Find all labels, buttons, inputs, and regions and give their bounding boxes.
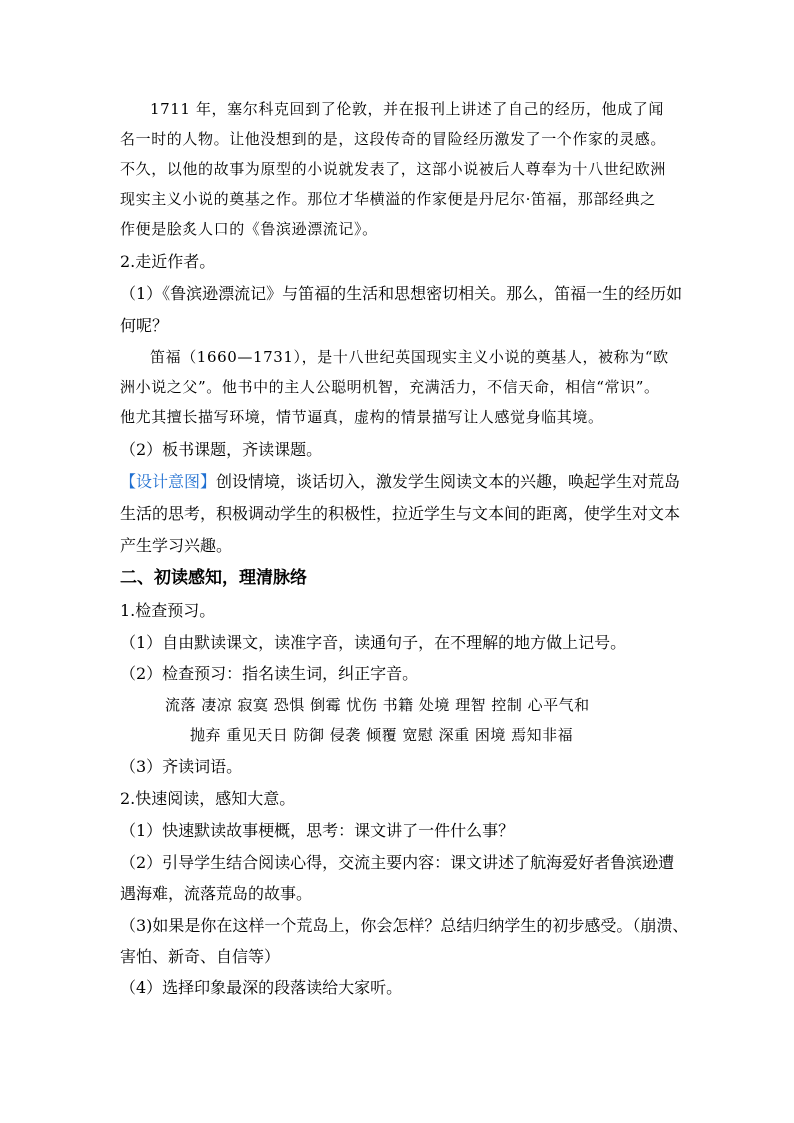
reading-question-3-line-1: （3)如果是你在这样一个荒岛上，你会怎样？总结归纳学生的初步感受。（崩溃、 bbox=[120, 916, 689, 935]
author-bio-line-3: 他尤其擅长描写环境，情节逼真，虚构的情景描写让人感觉身临其境。 bbox=[120, 408, 604, 426]
intro-line-5: 作便是脍炙人口的《鲁滨逊漂流记》。 bbox=[120, 220, 378, 238]
section-2-question-2: （2）检查预习：指名读生词，纠正字音。 bbox=[120, 664, 419, 683]
design-intent-line-3: 产生学习兴趣。 bbox=[120, 536, 233, 555]
intro-line-4: 现实主义小说的奠基之作。那位才华横溢的作家便是丹尼尔·笛福，那部经典之 bbox=[120, 190, 656, 208]
reading-question-1: （1）快速默读故事梗概，思考：课文讲了一件什么事？ bbox=[120, 821, 515, 840]
section-2-question-3: （3）齐读词语。 bbox=[120, 757, 243, 776]
design-intent-label: 【设计意图】 bbox=[120, 472, 217, 491]
section-2-step-2: 2.快速阅读，感知大意。 bbox=[120, 789, 296, 808]
section-2-question-1: （1）自由默读课文，读准字音，读通句子，在不理解的地方做上记号。 bbox=[120, 633, 627, 652]
section-2-step-1: 1.检查预习。 bbox=[120, 601, 216, 620]
question-1-line-2: 何呢？ bbox=[120, 316, 169, 335]
intro-line-3: 不久，以他的故事为原型的小说就发表了，这部小说被后人尊奉为十八世纪欧洲 bbox=[120, 160, 667, 178]
design-intent-line-1 bbox=[120, 471, 680, 493]
reading-question-4: （4）选择印象最深的段落读给大家听。 bbox=[120, 978, 403, 997]
author-bio-line-2: 洲小说之父”。他书中的主人公聪明机智，充满活力，不信天命，相信“常识”。 bbox=[120, 378, 660, 396]
design-intent-text: 创设情境，谈话切入，激发学生阅读文本的兴趣，唤起学生对荒岛 bbox=[216, 472, 681, 491]
design-intent-line-2: 生活的思考，积极调动学生的积极性，拉近学生与文本间的距离，使学生对文本 bbox=[120, 504, 681, 523]
reading-question-2-line-2: 遇海难，流落荒岛的故事。 bbox=[120, 884, 313, 903]
question-1-line-1: （1）《鲁滨逊漂流记》与笛福的生活和思想密切相关。那么，笛福一生的经历如 bbox=[120, 284, 683, 303]
vocabulary-row-2: 抛弃 重见天日 防御 侵袭 倾覆 宽慰 深重 困境 焉知非福 bbox=[190, 726, 574, 744]
reading-question-3-line-2: 害怕、新奇、自信等） bbox=[120, 947, 281, 966]
step-2-heading: 2.走近作者。 bbox=[120, 252, 216, 271]
vocabulary-row-1: 流落 凄凉 寂寞 恐惧 倒霉 忧伤 书籍 处境 理智 控制 心平气和 bbox=[165, 696, 590, 714]
section-2-title: 二、初读感知，理清脉络 bbox=[120, 568, 307, 588]
question-2: （2）板书课题，齐读课题。 bbox=[120, 440, 323, 459]
intro-line-1: 1711 年，塞尔科克回到了伦敦，并在报刊上讲述了自己的经历，他成了闻 bbox=[150, 100, 664, 118]
intro-line-2: 名一时的人物。让他没想到的是，这段传奇的冒险经历激发了一个作家的灵感。 bbox=[120, 130, 667, 148]
reading-question-2-line-1: （2）引导学生结合阅读心得，交流主要内容：课文讲述了航海爱好者鲁滨逊遭 bbox=[120, 853, 675, 872]
author-bio-line-1: 笛福（1660—1731），是十八世纪英国现实主义小说的奠基人，被称为“欧 bbox=[150, 348, 669, 366]
